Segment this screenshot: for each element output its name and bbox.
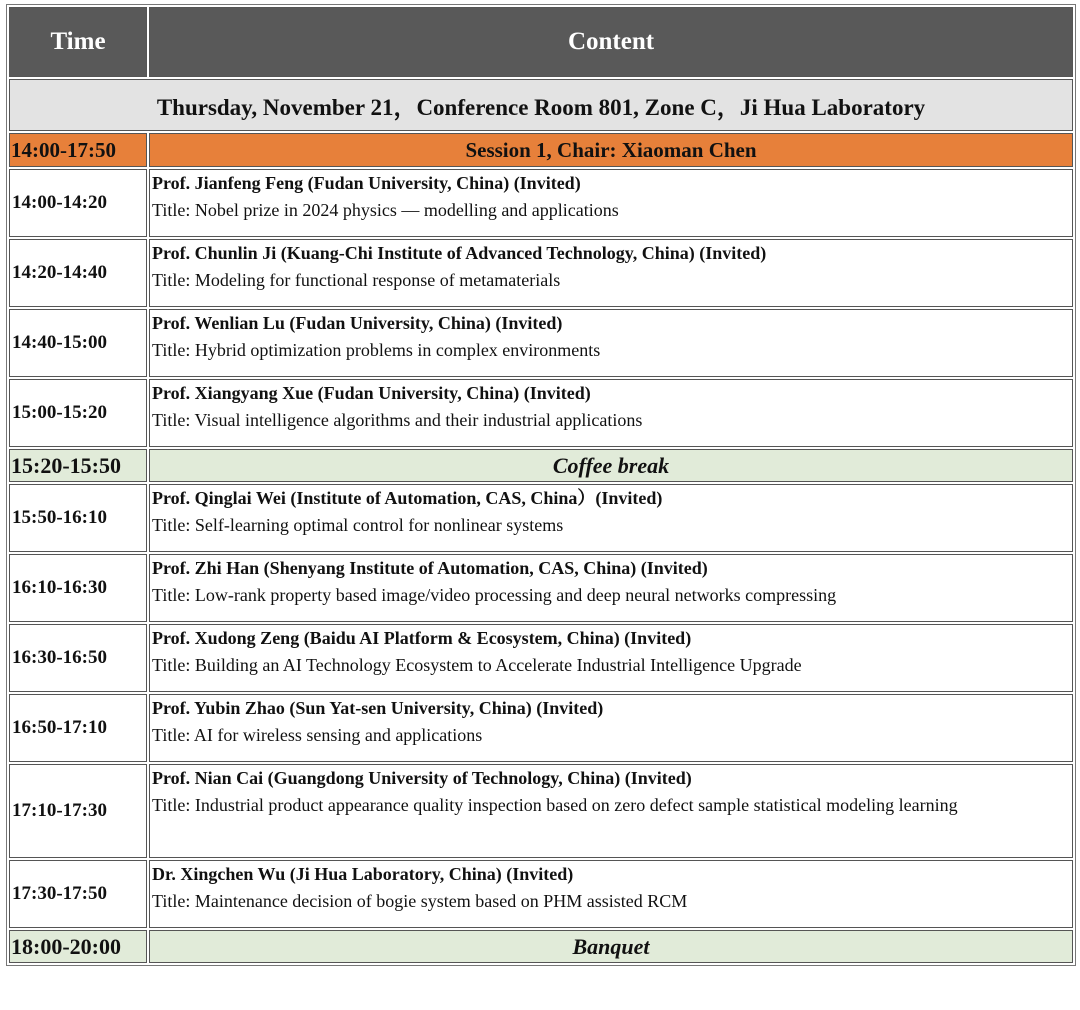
coffee-break-label: Coffee break	[149, 449, 1073, 482]
banquet-row	[9, 930, 1073, 963]
talk-time: 14:40-15:00	[9, 309, 147, 377]
talk-speaker: Prof. Zhi Han (Shenyang Institute of Automation, CAS, China) (Invited)	[152, 558, 708, 578]
talk-time: 16:30-16:50	[9, 624, 147, 692]
talk-speaker: Dr. Xingchen Wu (Ji Hua Laboratory, China) (Invited)	[152, 864, 574, 884]
talk-row	[9, 624, 1073, 692]
talk-content	[149, 554, 1073, 622]
talk-speaker: Prof. Xudong Zeng (Baidu AI Platform & Ecosystem, China) (Invited)	[152, 628, 692, 648]
day-row	[9, 79, 1073, 131]
talk-content	[149, 169, 1073, 237]
day-label: Thursday, November 21，Conference Room 801, Zone C，Ji Hua Laboratory	[9, 79, 1073, 131]
talk-title: Title: Modeling for functional response of metamaterials	[152, 270, 561, 290]
talk-speaker: Prof. Jianfeng Feng (Fudan University, China) (Invited)	[152, 173, 581, 193]
time-column-header: Time	[9, 7, 147, 77]
talk-time: 16:50-17:10	[9, 694, 147, 762]
talk-content	[149, 860, 1073, 928]
talk-row	[9, 169, 1073, 237]
talk-row	[9, 694, 1073, 762]
banquet-time: 18:00-20:00	[9, 930, 147, 963]
talk-speaker: Prof. Xiangyang Xue (Fudan University, China) (Invited)	[152, 383, 591, 403]
talk-title: Title: AI for wireless sensing and applications	[152, 725, 483, 745]
talk-content	[149, 379, 1073, 447]
coffee-break-time: 15:20-15:50	[9, 449, 147, 482]
talk-title: Title: Low-rank property based image/video processing and deep neural networks compressing	[152, 585, 837, 605]
talk-time: 15:00-15:20	[9, 379, 147, 447]
session-time: 14:00-17:50	[9, 133, 147, 167]
schedule-container	[6, 4, 1076, 966]
session-row	[9, 133, 1073, 167]
talk-title: Title: Building an AI Technology Ecosystem to Accelerate Industrial Intelligence Upgrade	[152, 655, 802, 675]
schedule-table	[6, 4, 1076, 966]
session-label: Session 1, Chair: Xiaoman Chen	[149, 133, 1073, 167]
talk-speaker: Prof. Wenlian Lu (Fudan University, China) (Invited)	[152, 313, 563, 333]
talk-title: Title: Self-learning optimal control for nonlinear systems	[152, 515, 564, 535]
talk-title: Title: Visual intelligence algorithms and their industrial applications	[152, 410, 643, 430]
talk-content	[149, 694, 1073, 762]
talk-time: 17:10-17:30	[9, 764, 147, 858]
talk-speaker: Prof. Nian Cai (Guangdong University of Technology, China) (Invited)	[152, 768, 692, 788]
content-column-header: Content	[149, 7, 1073, 77]
talk-time: 17:30-17:50	[9, 860, 147, 928]
talk-time: 15:50-16:10	[9, 484, 147, 552]
talk-content	[149, 239, 1073, 307]
talk-time: 14:00-14:20	[9, 169, 147, 237]
talk-row	[9, 379, 1073, 447]
talk-title: Title: Nobel prize in 2024 physics — modelling and applications	[152, 200, 619, 220]
talk-row	[9, 239, 1073, 307]
talk-content	[149, 484, 1073, 552]
talk-title: Title: Maintenance decision of bogie system based on PHM assisted RCM	[152, 891, 688, 911]
talk-row	[9, 554, 1073, 622]
talk-row	[9, 764, 1073, 858]
talk-title: Title: Industrial product appearance quality inspection based on zero defect sample statistical modeling learning	[152, 795, 958, 815]
talk-content	[149, 764, 1073, 858]
talk-content	[149, 309, 1073, 377]
talk-speaker: Prof. Chunlin Ji (Kuang-Chi Institute of Advanced Technology, China) (Invited)	[152, 243, 767, 263]
talk-content	[149, 624, 1073, 692]
talk-title: Title: Hybrid optimization problems in complex environments	[152, 340, 601, 360]
talk-row	[9, 309, 1073, 377]
talk-speaker: Prof. Qinglai Wei (Institute of Automation, CAS, China）(Invited)	[152, 488, 663, 508]
talk-time: 14:20-14:40	[9, 239, 147, 307]
banquet-label: Banquet	[149, 930, 1073, 963]
talk-speaker: Prof. Yubin Zhao (Sun Yat-sen University, China) (Invited)	[152, 698, 604, 718]
coffee-break-row	[9, 449, 1073, 482]
talk-row	[9, 860, 1073, 928]
talk-row	[9, 484, 1073, 552]
header-row	[9, 7, 1073, 77]
talk-time: 16:10-16:30	[9, 554, 147, 622]
